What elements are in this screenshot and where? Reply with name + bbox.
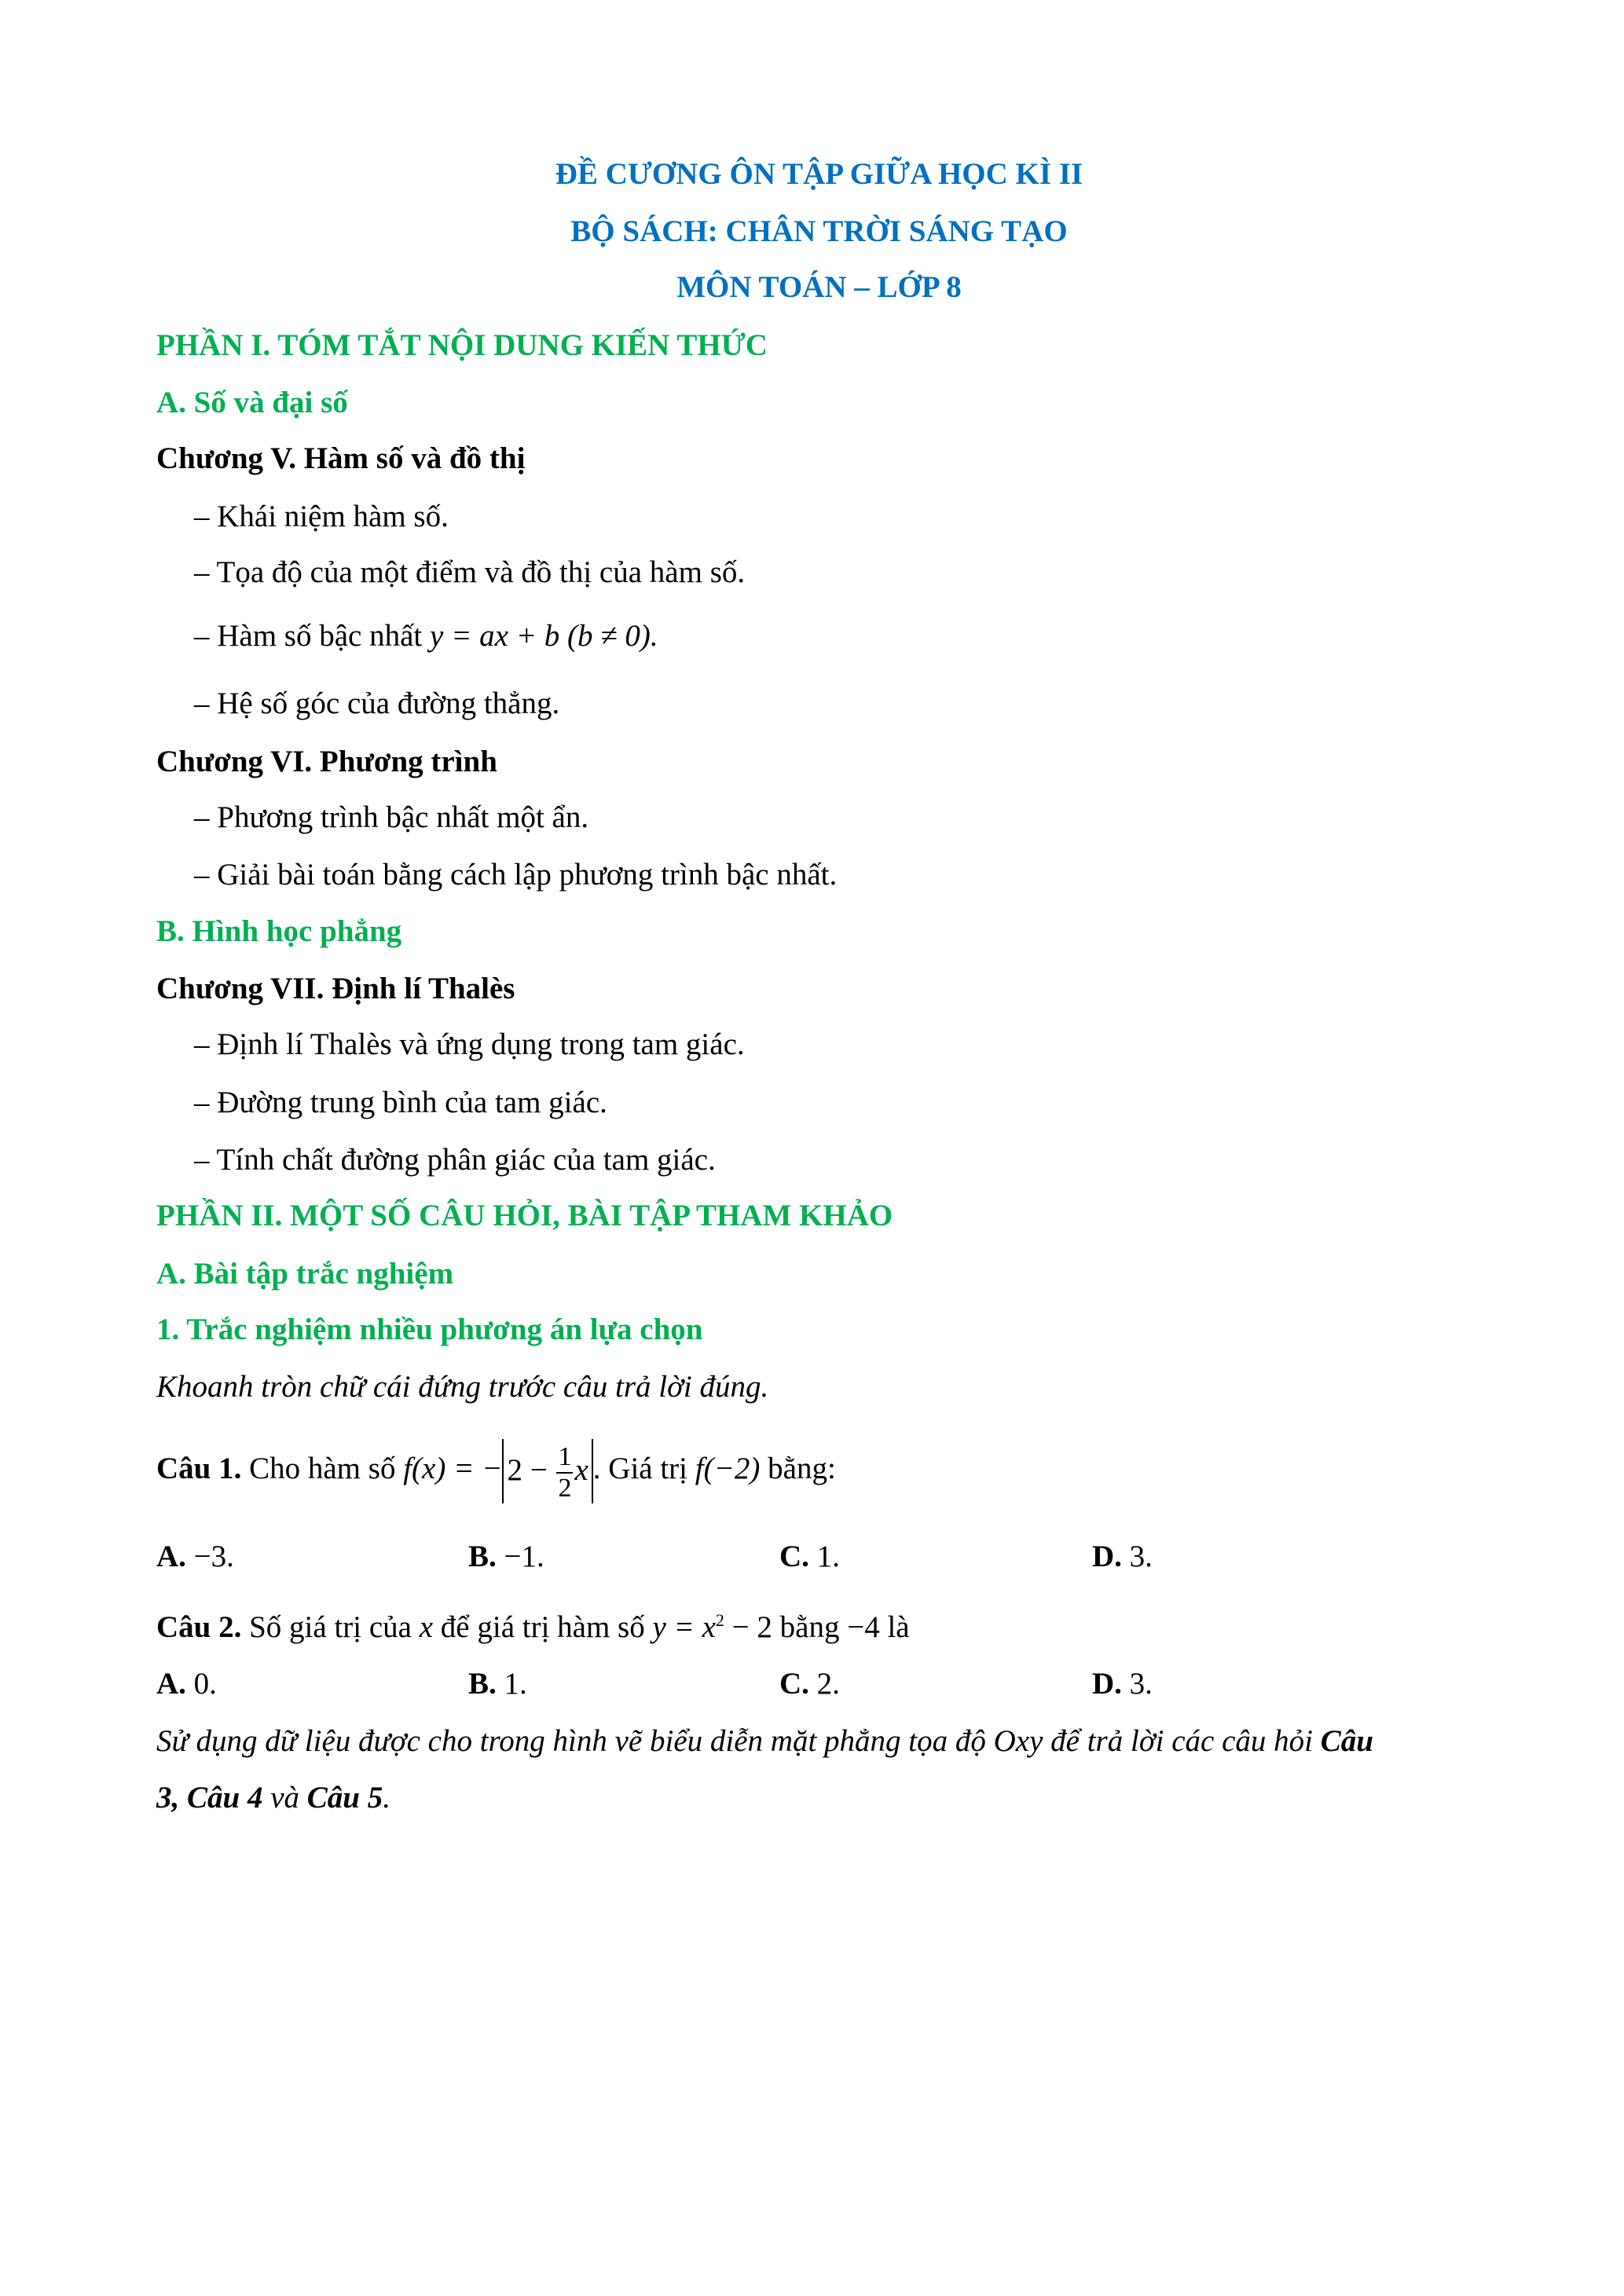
- option-key: B.: [468, 1540, 497, 1573]
- note-text: Sử dụng dữ liệu được cho trong hình vẽ biểu diễn mặt phẳng tọa độ Oxy để trả lời các câu hỏi: [156, 1724, 1321, 1758]
- option-key: D.: [1092, 1667, 1122, 1701]
- chapter-6-heading: Chương VI. Phương trình: [156, 745, 497, 778]
- option-value: 3.: [1121, 1667, 1153, 1701]
- section-a-heading: A. Số và đại số: [156, 386, 348, 419]
- question-text: để giá trị hàm số: [433, 1610, 653, 1644]
- fraction: [556, 1442, 573, 1503]
- list-item: – Giải bài toán bằng cách lập phương trình bậc nhất.: [194, 858, 838, 892]
- list-item-text: – Hàm số bậc nhất: [194, 619, 431, 653]
- title-line-1: ĐỀ CƯƠNG ÔN TẬP GIỮA HỌC KÌ II: [555, 157, 1083, 191]
- instruction: Khoanh tròn chữ cái đứng trước câu trả lời đúng.: [156, 1370, 769, 1404]
- section-a-exercises-heading: A. Bài tập trắc nghiệm: [156, 1257, 454, 1291]
- question-label: Câu 2.: [156, 1610, 242, 1644]
- option-value: 1.: [808, 1540, 840, 1573]
- linear-function-formula: y = ax + b (b ≠ 0).: [430, 619, 658, 653]
- variable: x: [419, 1610, 434, 1644]
- abs-right: x: [574, 1453, 588, 1488]
- note-bold: Câu 5: [306, 1781, 383, 1814]
- chapter-7-heading: Chương VII. Định lí Thalès: [156, 972, 515, 1005]
- option-key: B.: [468, 1667, 497, 1701]
- list-item: – Khái niệm hàm số.: [194, 500, 449, 533]
- option-c[interactable]: [779, 1665, 840, 1703]
- list-item: – Đường trung bình của tam giác.: [194, 1086, 607, 1119]
- list-item: – Định lí Thalès và ứng dụng trong tam giác.: [194, 1027, 745, 1061]
- section-b-heading: B. Hình học phẳng: [156, 914, 402, 948]
- option-key: C.: [779, 1667, 809, 1701]
- option-b[interactable]: [468, 1538, 544, 1576]
- formula: y = x: [652, 1610, 716, 1644]
- denominator: 2: [558, 1474, 572, 1503]
- numerator: 1: [556, 1442, 573, 1474]
- part2-heading: PHẦN II. MỘT SỐ CÂU HỎI, BÀI TẬP THAM KHẢO: [156, 1199, 893, 1232]
- question-text: bằng −4 là: [772, 1610, 910, 1644]
- list-item: – Tính chất đường phân giác của tam giác.: [194, 1143, 716, 1177]
- option-a[interactable]: [156, 1665, 217, 1703]
- option-value: −3.: [185, 1540, 234, 1573]
- abs-left: 2 −: [507, 1453, 555, 1488]
- question-text: bằng:: [760, 1452, 836, 1485]
- list-item: – Tọa độ của một điểm và đồ thị của hàm số.: [194, 555, 746, 589]
- question-text: Cho hàm số: [241, 1452, 404, 1485]
- option-d[interactable]: [1092, 1538, 1153, 1576]
- option-value: 2.: [808, 1667, 840, 1701]
- option-key: C.: [779, 1540, 809, 1573]
- figure-note-line-1: [156, 1723, 1373, 1760]
- note-bold: 3,: [156, 1781, 180, 1814]
- question-1: [156, 1434, 836, 1503]
- option-value: −1.: [496, 1540, 544, 1573]
- figure-note-line-2: [156, 1779, 390, 1817]
- question-text: . Giá trị: [592, 1452, 695, 1485]
- function-arg: f(−2): [695, 1452, 761, 1485]
- list-item: [194, 617, 658, 655]
- part1-heading: PHẦN I. TÓM TẮT NỘI DUNG KIẾN THỨC: [156, 328, 768, 362]
- option-a[interactable]: [156, 1538, 234, 1576]
- option-key: A.: [156, 1667, 186, 1701]
- note-bold: Câu: [1320, 1724, 1373, 1758]
- question-text: Số giá trị của: [241, 1610, 420, 1644]
- option-b[interactable]: [468, 1665, 527, 1703]
- exponent: 2: [715, 1610, 724, 1630]
- option-value: 0.: [185, 1667, 217, 1701]
- note-text: và: [262, 1781, 307, 1814]
- multiple-choice-heading: 1. Trắc nghiệm nhiều phương án lựa chọn: [156, 1313, 703, 1346]
- function-lhs: f(x) = −: [403, 1452, 503, 1485]
- title-line-3: MÔN TOÁN – LỚP 8: [676, 270, 962, 304]
- option-key: A.: [156, 1540, 186, 1573]
- question-label: Câu 1.: [156, 1452, 242, 1485]
- formula: − 2: [724, 1610, 772, 1644]
- option-value: 1.: [496, 1667, 527, 1701]
- option-key: D.: [1092, 1540, 1122, 1573]
- note-bold: Câu 4: [187, 1781, 263, 1814]
- list-item: – Hệ số góc của đường thẳng.: [194, 687, 560, 720]
- option-d[interactable]: [1092, 1665, 1153, 1703]
- title-line-2: BỘ SÁCH: CHÂN TRỜI SÁNG TẠO: [570, 214, 1068, 248]
- note-text: .: [383, 1781, 390, 1814]
- option-c[interactable]: [779, 1538, 840, 1576]
- chapter-5-heading: Chương V. Hàm số và đồ thị: [156, 441, 526, 475]
- list-item: – Phương trình bậc nhất một ẩn.: [194, 800, 589, 834]
- question-2: [156, 1602, 910, 1646]
- absolute-value: [502, 1439, 592, 1503]
- option-value: 3.: [1121, 1540, 1153, 1573]
